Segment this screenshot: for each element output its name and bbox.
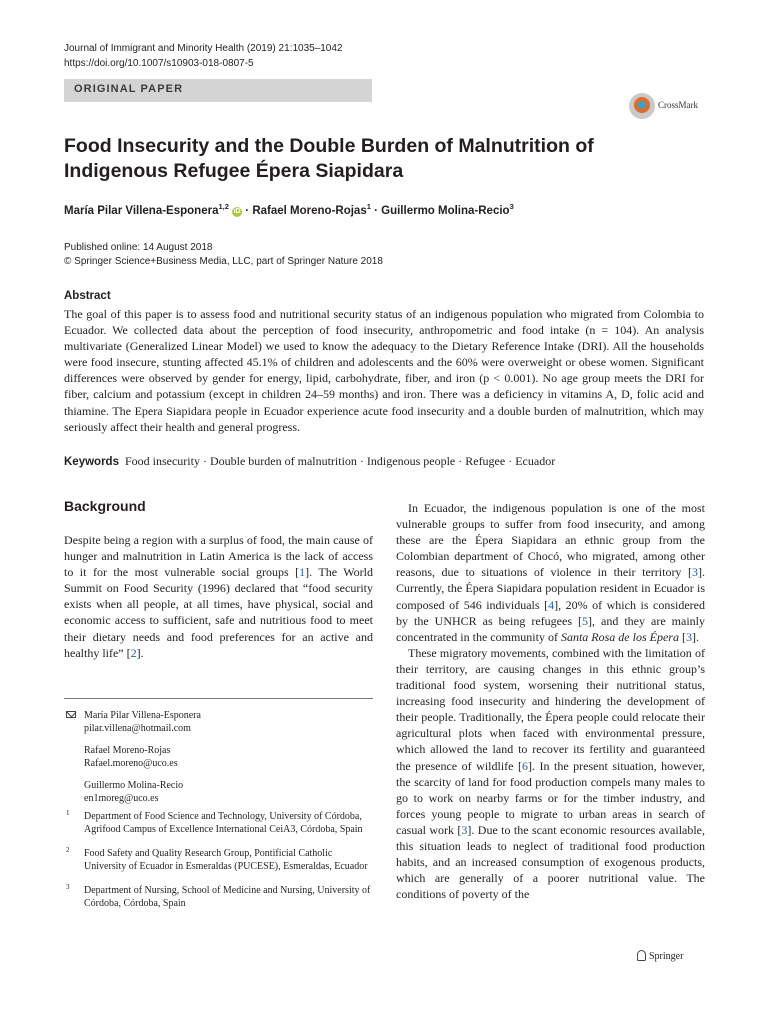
affiliation-entry: [64, 810, 373, 836]
contact-entry: [64, 709, 373, 735]
article-type-label: ORIGINAL PAPER: [74, 83, 184, 95]
affiliation-number: 2: [66, 846, 70, 854]
citation-link[interactable]: 3: [461, 822, 468, 837]
affiliation-number: 1: [66, 809, 70, 817]
affiliation-text: Food Safety and Quality Research Group, Pontificial Catholic University of Ecuador in Esmeraldas (PUCESE), Esmeraldas, Ecuador: [84, 848, 368, 872]
article-title: Food Insecurity and the Double Burden of Malnutrition of Indigenous Refugee Épera Siapidara: [64, 135, 594, 182]
contact-list: [64, 709, 373, 814]
contact-name: María Pilar Villena‑Esponera: [84, 710, 201, 721]
author-separator: ·: [370, 204, 382, 217]
contact-email[interactable]: pilar.villena@hotmail.com: [84, 723, 191, 734]
author-name[interactable]: Rafael Moreno‑Rojas: [252, 204, 367, 217]
publisher-name: Springer: [649, 951, 684, 962]
author-affil-ref: 3: [509, 202, 514, 211]
author-name[interactable]: María Pilar Villena‑Esponera: [64, 204, 219, 217]
citation-link[interactable]: 3: [685, 629, 692, 644]
orcid-icon[interactable]: iD: [233, 207, 241, 215]
contact-email[interactable]: en1moreg@uco.es: [84, 793, 159, 804]
springer-logo-icon: [637, 950, 646, 961]
citation-link[interactable]: 4: [548, 597, 555, 612]
body-paragraph: These migratory movements, combined with the limitation of their territory, are causing changes in this ethnic group’s traditional food system, worsening their nutritional status, increasing food insecurity and hindering the development of their people. Traditionally, the Épera people could relocate their agricultural plots when faced with environmental pressure, which allowed the land to recover its fertility and guaranteed the presence of wildlife [6]. In the present situation, however, the scarcity of land for food production compels many males to go to work on nearby farms or for the timber industry, and forces young people to migrate to urban areas in search of casual work [3]. Due to the scant economic resources available, this situation leads to neglect of traditional food production habits, and an increased consumption of exogenous products, which are generally of a poorer nutritional value. The conditions of poverty of the: [396, 645, 706, 902]
crossmark-badge[interactable]: [629, 93, 709, 121]
keywords: [64, 453, 704, 470]
abstract-text: The goal of this paper is to assess food and nutritional security status of an indigenous population who migrated from Colombia to Ecuador. We collected data about the perception of food insecurity, anthropometric and food intake (n = 104). An analysis multivariate (Generalized Linear Model) we used to know the adequacy to the Dietary Reference Intake (DRI). All the households were food insecure, stunting affected 45.1% of children and adolescents and the 60% were overweight or obese women. Significant differences were observed by gender for energy, lipid, carbohydrate, fiber, and iron (p < 0.001). No age group meets the DRI for fiber, calcium and potassium (except in children 24–59 months) and iron. There was a deficiency in vitamins A, D, folic acid and thiamine. The Epera Siapidara people in Ecuador experience acute food insecurity and a double burden of malnutrition, which may seriously affect their health and general progress.: [64, 307, 704, 434]
publication-info: [64, 241, 383, 269]
background-paragraph: Despite being a region with a surplus of food, the main cause of hunger and malnutrition in Latin America is the lack of access to it for the most vulnerable social groups [1]. The World Summit on Food Security (1996) declared that “food security exists when all people, at all times, have physical, social and economic access to sufficient, safe and nutritious food to meet their dietary needs and food preferences for an active and healthy life” [2].: [64, 533, 373, 660]
footnote-divider: [64, 698, 373, 699]
author-list: [64, 202, 704, 217]
affiliation-text: Department of Food Science and Technology, University of Córdoba, Agrifood Campus of Excellence International CeiA3, Córdoba, Spain: [84, 811, 363, 835]
abstract-heading: Abstract: [64, 290, 111, 302]
citation-link[interactable]: 2: [130, 645, 137, 660]
citation-link[interactable]: 6: [521, 758, 528, 773]
affiliation-entry: [64, 884, 373, 910]
publisher-footer: [637, 950, 683, 962]
keywords-list: Food insecurity · Double burden of malnutrition · Indigenous people · Refugee · Ecuador: [124, 454, 556, 468]
affiliation-text: Department of Nursing, School of Medicine and Nursing, University of Córdoba, Córdoba, Spain: [84, 885, 371, 909]
contact-name: Rafael Moreno‑Rojas: [84, 745, 171, 756]
crossmark-label: CrossMark: [658, 100, 698, 110]
affiliation-entry: [64, 847, 373, 873]
author-name[interactable]: Guillermo Molina‑Recio: [381, 204, 510, 217]
envelope-icon: [66, 711, 76, 718]
published-date: Published online: 14 August 2018: [64, 242, 213, 253]
contact-email[interactable]: Rafael.moreno@uco.es: [84, 758, 178, 769]
contact-entry: [64, 779, 373, 805]
affiliation-number: 3: [66, 883, 70, 891]
keywords-label: Keywords: [64, 456, 119, 468]
body-paragraph: In Ecuador, the indigenous population is one of the most vulnerable groups to suffer from food insecurity, and among these are the Épera Siapidara an ethnic group from the Colombian department of Chocó, who migrated, among other reasons, due to situations of violence in their territory [3]. Currently, the Épera Siapidara population resident in Ecuador is composed of 546 individuals [4], 20% of which is considered by the UNHCR as being refugees [5], and they are mainly concentrated in the community of Santa Rosa de los Épera [3].: [396, 501, 705, 644]
crossmark-icon: [629, 93, 655, 119]
contact-name: Guillermo Molina‑Recio: [84, 780, 184, 791]
citation-link[interactable]: 3: [692, 565, 698, 580]
place-name: Santa Rosa de los Épera: [560, 629, 679, 644]
citation-link[interactable]: 1: [299, 565, 306, 580]
journal-line: Journal of Immigrant and Minority Health (2019) 21:1035–1042: [64, 43, 343, 54]
author-separator: ·: [242, 204, 253, 217]
citation-link[interactable]: 5: [582, 613, 588, 628]
doi-link[interactable]: https://doi.org/10.1007/s10903-018-0807-5: [64, 58, 254, 69]
copyright-line: © Springer Science+Business Media, LLC, part of Springer Nature 2018: [64, 256, 383, 267]
affiliation-list: [64, 810, 373, 921]
journal-citation: [64, 41, 343, 71]
article-type-banner: [64, 79, 372, 102]
contact-entry: [64, 744, 373, 770]
author-affil-ref: 1,2: [218, 202, 229, 211]
right-column-text: [396, 500, 705, 902]
section-heading-background: Background: [64, 498, 146, 514]
author-affil-ref: 1: [366, 202, 371, 211]
